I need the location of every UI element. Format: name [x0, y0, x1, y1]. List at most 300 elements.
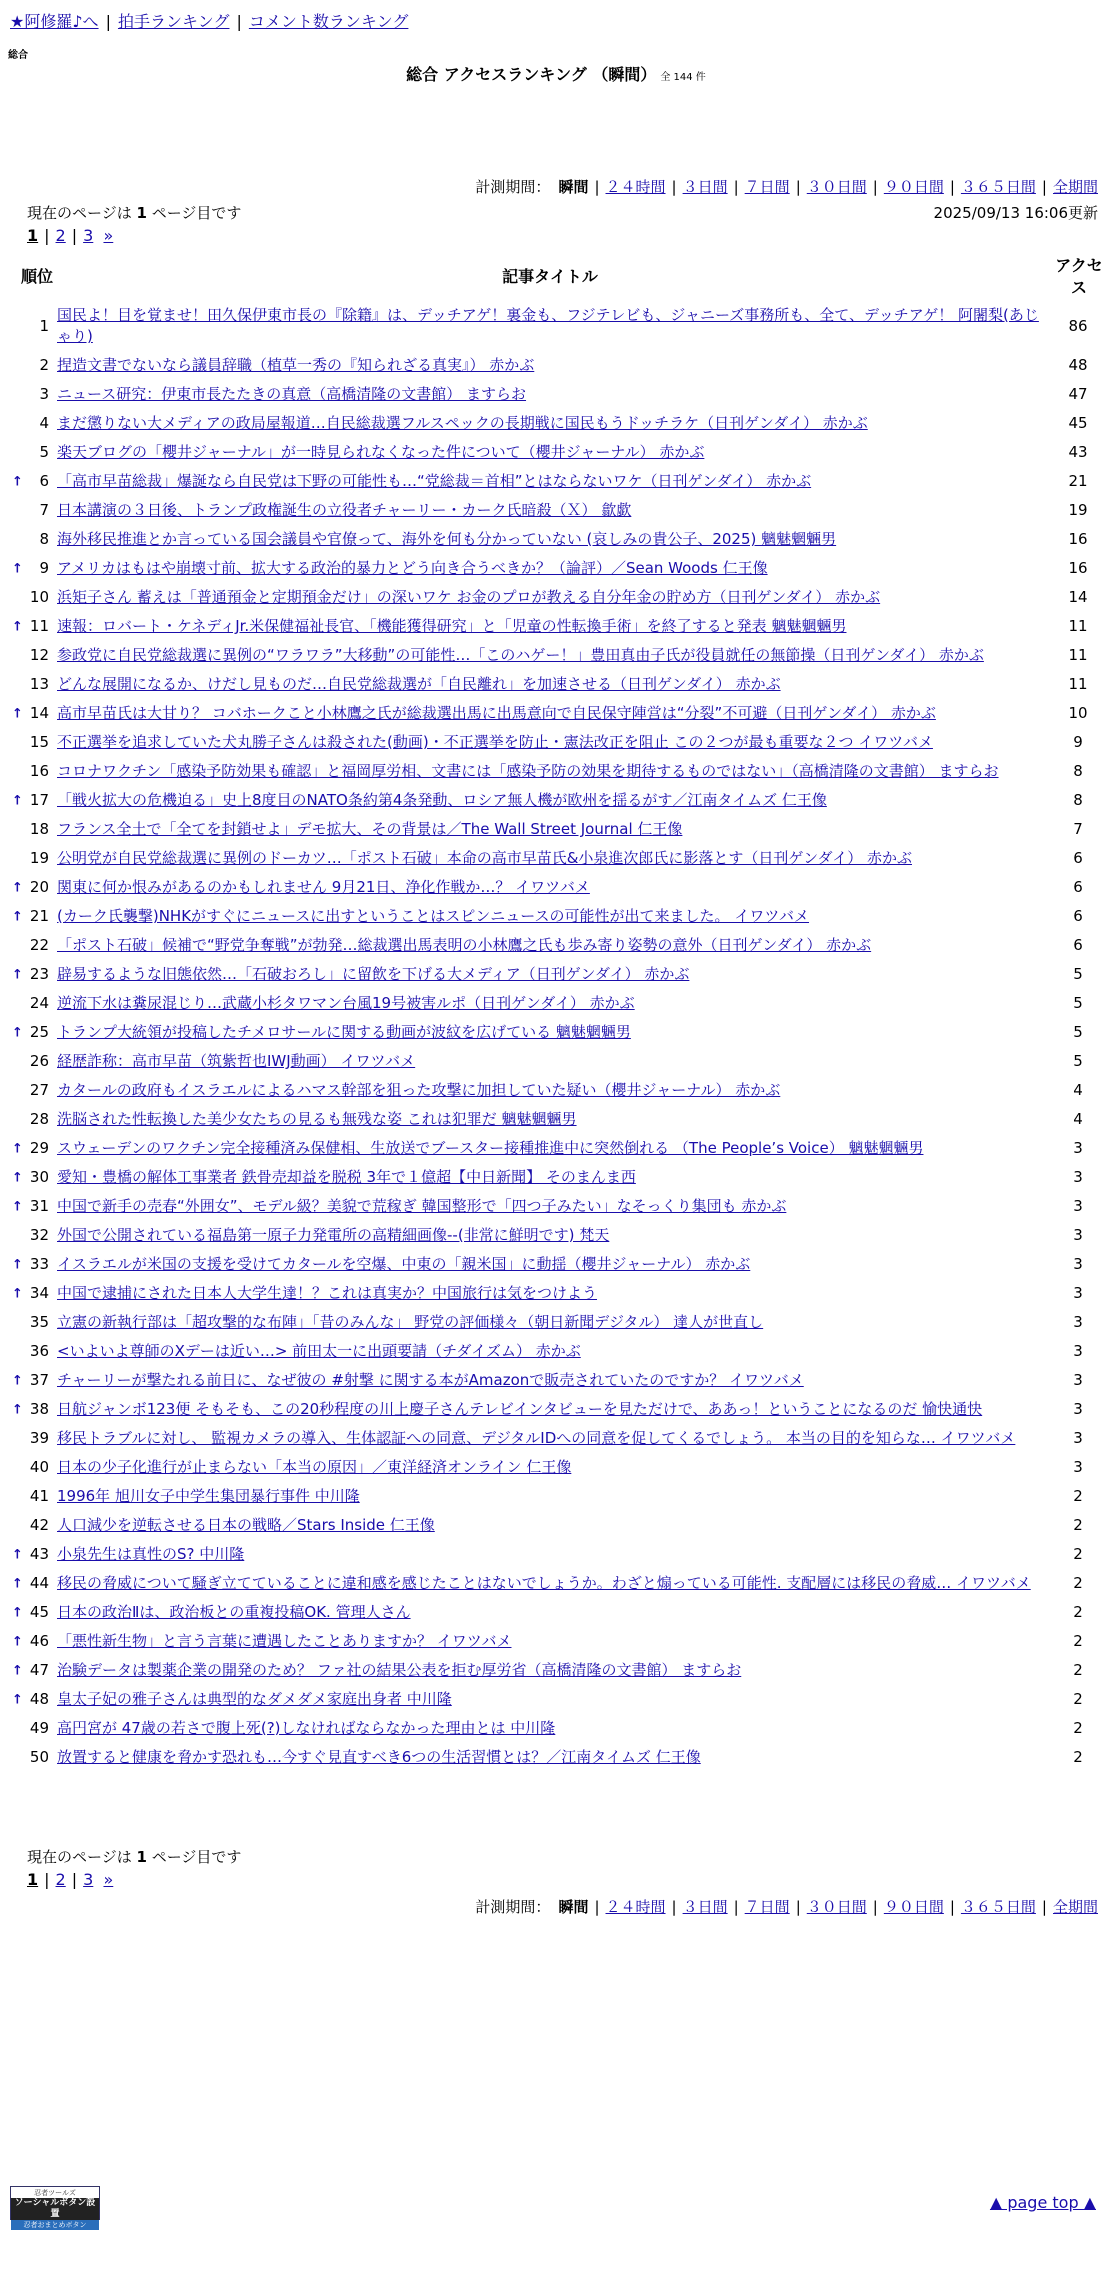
- article-link[interactable]: コロナワクチン「感染予防効果も確認」と福岡厚労相、文書には「感染予防の効果を期待するものではない」（高橋清隆の文書館） ますらお: [57, 762, 999, 780]
- period-option[interactable]: 全期間: [1052, 178, 1098, 196]
- title-header: 記事タイトル: [502, 267, 598, 286]
- access-count: 19: [1068, 501, 1088, 519]
- table-row: [19, 902, 1111, 931]
- title-cell: [55, 1482, 1045, 1511]
- rank-up-arrow-icon: ↑: [12, 967, 23, 982]
- rank-cell: [19, 1076, 55, 1105]
- rank-number: 46: [29, 1632, 49, 1650]
- article-link[interactable]: 1996年 旭川女子中学生集団暴行事件 中川隆: [57, 1487, 360, 1505]
- period-separator: |: [594, 178, 600, 196]
- article-link[interactable]: 日本講演の３日後、トランプ政権誕生の立役者チャーリー・カーク氏暗殺（Ｘ） 歙歔: [57, 501, 632, 519]
- access-count: 2: [1073, 1545, 1083, 1563]
- access-count: 5: [1073, 1023, 1083, 1041]
- article-link[interactable]: <いよいよ尊師のXデーは近い…> 前田太一に出頭要請（チダイズム） 赤かぶ: [57, 1342, 581, 1360]
- article-link[interactable]: カタールの政府もイスラエルによるハマス幹部を狙った攻撃に加担していた疑い（櫻井ジャーナル） 赤かぶ: [57, 1081, 781, 1099]
- rank-number: 20: [29, 878, 49, 896]
- access-count: 2: [1073, 1719, 1083, 1737]
- table-header-row: [19, 253, 1111, 301]
- article-link[interactable]: 捏造文書でないなら議員辞職（植草一秀の『知られざる真実』） 赤かぶ: [57, 356, 535, 374]
- rank-cell: [12, 1627, 55, 1656]
- title-cell: [55, 467, 1045, 496]
- category-label: 総合: [8, 50, 28, 61]
- table-row: [19, 1105, 1111, 1134]
- table-row: [19, 873, 1111, 902]
- article-link[interactable]: まだ懲りない大メディアの政局屋報道…自民総裁選フルスペックの長期戦に国民もうドッチラケ（日刊ゲンダイ） 赤かぶ: [57, 414, 868, 432]
- rank-number: 11: [29, 617, 49, 635]
- table-row: [19, 301, 1111, 351]
- rank-cell: [19, 1511, 55, 1540]
- period-option-active: 瞬間: [558, 1898, 589, 1916]
- title-cell: [55, 1076, 1045, 1105]
- table-row: [19, 1714, 1111, 1743]
- pager-separator: |: [71, 226, 78, 245]
- rank-cell: [19, 1482, 55, 1511]
- rank-up-arrow-icon: ↑: [12, 1663, 23, 1678]
- access-count: 16: [1068, 530, 1088, 548]
- rank-cell: [19, 931, 55, 960]
- page-info-suffix: ページ目です: [146, 204, 242, 222]
- title-cell: [55, 1714, 1045, 1743]
- rank-cell: [12, 1598, 55, 1627]
- period-separator: |: [671, 178, 677, 196]
- rank-cell: [12, 960, 55, 989]
- table-row: [19, 786, 1111, 815]
- rank-number: 49: [29, 1719, 49, 1737]
- period-option[interactable]: 全期間: [1052, 1898, 1098, 1916]
- table-row: [19, 1366, 1111, 1395]
- access-count: 47: [1068, 385, 1088, 403]
- pager-next[interactable]: »: [103, 226, 114, 245]
- rank-number: 36: [29, 1342, 49, 1360]
- access-count: 43: [1068, 443, 1088, 461]
- page-title-block: [0, 62, 1112, 85]
- article-link[interactable]: 速報：ロバート・ケネディJr.米保健福祉長官、「機能獲得研究」と「児童の性転換手術」を終了すると発表 魑魅魍魎男: [57, 617, 847, 635]
- page-info-number: 1: [136, 204, 147, 222]
- table-row: [19, 1018, 1111, 1047]
- article-link[interactable]: 愛知・豊橋の解体工事業者 鉄骨売却益を脱税 3年で１億超【中日新聞】 そのまんま西: [57, 1168, 636, 1186]
- table-row: [19, 612, 1111, 641]
- table-row: [19, 380, 1111, 409]
- badge-line-1: 忍者ツールズ: [34, 2189, 76, 2197]
- rank-cell: [19, 844, 55, 873]
- table-row: [19, 1076, 1111, 1105]
- rank-number: 14: [29, 704, 49, 722]
- rank-cell: [19, 989, 55, 1018]
- table-row: [19, 1221, 1111, 1250]
- rank-cell: [19, 583, 55, 612]
- access-count: 2: [1073, 1516, 1083, 1534]
- rank-number: 25: [29, 1023, 49, 1041]
- pager-next[interactable]: »: [103, 1870, 114, 1889]
- article-link[interactable]: 海外移民推進とか言っている国会議員や官僚って、海外を何も分かっていない (哀しみの貴公子、2025) 魑魅魍魎男: [57, 530, 837, 548]
- home-link[interactable]: ★阿修羅♪へ: [10, 12, 99, 31]
- rank-up-arrow-icon: ↑: [12, 1576, 23, 1591]
- access-count: 45: [1068, 414, 1088, 432]
- rank-cell: [12, 873, 55, 902]
- title-cell: [55, 438, 1045, 467]
- article-link[interactable]: 小泉先生は真性のS? 中川隆: [57, 1545, 245, 1563]
- title-cell: [55, 1163, 1045, 1192]
- title-cell: [55, 1221, 1045, 1250]
- access-count: 3: [1073, 1458, 1083, 1476]
- access-count: 3: [1073, 1342, 1083, 1360]
- table-row: [19, 1627, 1111, 1656]
- title-cell: [55, 873, 1045, 902]
- article-link[interactable]: チャーリーが撃たれる前日に、なぜ彼の #射撃 に関する本がAmazonで販売されていたのですか？ イワツバメ: [57, 1371, 804, 1389]
- rank-number: 26: [29, 1052, 49, 1070]
- access-count: 6: [1073, 936, 1083, 954]
- title-cell: [55, 1453, 1045, 1482]
- rank-number: 27: [29, 1081, 49, 1099]
- rank-number: 45: [29, 1603, 49, 1621]
- rank-cell: [12, 1395, 55, 1424]
- access-count: 4: [1073, 1110, 1083, 1128]
- pager-bottom: [27, 1870, 113, 1889]
- article-link[interactable]: 「高市早苗総裁」爆誕なら自民党は下野の可能性も…“党総裁＝首相”とはならないワケ（日刊ゲンダイ） 赤かぶ: [57, 472, 812, 490]
- access-count: 48: [1068, 356, 1088, 374]
- title-cell: [55, 525, 1045, 554]
- table-row: [19, 1047, 1111, 1076]
- period-option[interactable]: ７日間: [744, 1898, 790, 1916]
- article-link[interactable]: 日航ジャンボ123便 そもそも、この20秒程度の川上慶子さんテレビインタビューを見ただけで、ああっ！ということになるのだ 愉快通快: [57, 1400, 983, 1418]
- article-link[interactable]: 参政党に自民党総裁選に異例の“ワラワラ”大移動”の可能性…「このハゲー！」豊田真由子氏が役員就任の無節操（日刊ゲンダイ） 赤かぶ: [57, 646, 984, 664]
- rank-number: 34: [29, 1284, 49, 1302]
- rank-cell: [19, 1047, 55, 1076]
- period-option[interactable]: ３６５日間: [960, 1898, 1036, 1916]
- title-cell: [55, 815, 1045, 844]
- page-info-prefix: 現在のページは: [27, 1848, 137, 1866]
- title-cell: [55, 989, 1045, 1018]
- article-link[interactable]: アメリカはもはや崩壊寸前、拡大する政治的暴力とどう向き合うべきか？（論評）／Sean Woods 仁王像: [57, 559, 768, 577]
- rank-number: 30: [29, 1168, 49, 1186]
- article-link[interactable]: 関東に何か恨みがあるのかもしれません 9月21日、浄化作戦か…？ イワツバメ: [57, 878, 590, 896]
- pager-page-link[interactable]: 3: [83, 226, 94, 245]
- access-count: 3: [1073, 1168, 1083, 1186]
- updated-timestamp: 2025/09/13 16:06更新: [933, 204, 1098, 222]
- rank-cell: [19, 815, 55, 844]
- pager-separator: |: [44, 1870, 50, 1889]
- article-link[interactable]: 国民よ！目を覚ませ！田久保伊東市長の『除籍』は、デッチアゲ！裏金も、フジテレビも、ジャニーズ事務所も、全て、デッチアゲ！ 阿闍梨(あじゃり): [57, 306, 1039, 345]
- period-separator: |: [795, 178, 801, 196]
- rank-cell: [12, 612, 55, 641]
- access-count: 2: [1073, 1661, 1083, 1679]
- rank-number: 10: [29, 588, 49, 606]
- article-link[interactable]: 洗脳された性転換した美少女たちの見るも無残な姿 これは犯罪だ 魑魅魍魎男: [57, 1110, 577, 1128]
- title-cell: [55, 757, 1045, 786]
- table-row: [19, 1163, 1111, 1192]
- rank-number: 2: [39, 356, 49, 374]
- rank-cell: [12, 1685, 55, 1714]
- rank-cell: [19, 1308, 55, 1337]
- rank-number: 21: [29, 907, 49, 925]
- access-count: 3: [1073, 1371, 1083, 1389]
- access-count: 4: [1073, 1081, 1083, 1099]
- rank-cell: [19, 351, 55, 380]
- access-count: 6: [1073, 907, 1083, 925]
- rank-cell: [19, 380, 55, 409]
- title-cell: [55, 1134, 1045, 1163]
- access-count: 2: [1073, 1690, 1083, 1708]
- article-link[interactable]: ニュース研究：伊東市長たたきの真意（高橋清隆の文書館） ますらお: [57, 385, 527, 403]
- title-cell: [55, 1540, 1045, 1569]
- rank-cell: [12, 902, 55, 931]
- title-cell: [55, 1018, 1045, 1047]
- pager-separator: |: [71, 1870, 78, 1889]
- article-link[interactable]: 辟易するような旧態依然…「石破おろし」に留飲を下げる大メディア（日刊ゲンダイ） 赤かぶ: [57, 965, 690, 983]
- rank-cell: [12, 1366, 55, 1395]
- article-link[interactable]: 楽天ブログの「櫻井ジャーナル」が一時見られなくなった件について（櫻井ジャーナル） 赤かぶ: [57, 443, 705, 461]
- title-cell: [55, 902, 1045, 931]
- article-link[interactable]: 移民の脅威について騒ぎ立てていることに違和感を感じたことはないでしょうか。わざと煽っている可能性. 支配層には移民の脅威… イワツバメ: [57, 1574, 1031, 1592]
- rank-up-arrow-icon: ↑: [12, 706, 23, 721]
- access-count: 8: [1073, 791, 1083, 809]
- period-separator: |: [733, 178, 739, 196]
- access-count: 11: [1068, 675, 1088, 693]
- table-row: [19, 409, 1111, 438]
- rank-up-arrow-icon: ↑: [12, 1199, 23, 1214]
- table-row: [19, 1279, 1111, 1308]
- rank-number: 19: [29, 849, 49, 867]
- rank-number: 18: [29, 820, 49, 838]
- table-row: [19, 351, 1111, 380]
- access-count: 86: [1068, 316, 1088, 335]
- article-link[interactable]: 「戦火拡大の危機迫る」史上8度目のNATO条約第4条発動、ロシア無人機が欧州を揺るがす／江南タイムズ 仁王像: [57, 791, 827, 809]
- pager-top: [27, 226, 113, 245]
- table-row: [19, 1337, 1111, 1366]
- title-cell: [55, 1569, 1045, 1598]
- article-link[interactable]: 「ポスト石破」候補で“野党争奪戦”が勃発…総裁選出馬表明の小林鷹之氏も歩み寄り姿勢の意外（日刊ゲンダイ） 赤かぶ: [57, 936, 872, 954]
- title-cell: [55, 960, 1045, 989]
- article-link[interactable]: (カーク氏襲撃)NHKがすぐにニュースに出すということはスピンニュースの可能性が出て来ました。 イワツバメ: [57, 907, 810, 925]
- access-count: 6: [1073, 878, 1083, 896]
- clap-ranking-link[interactable]: 拍手ランキング: [117, 12, 230, 31]
- article-link[interactable]: 高市早苗氏は大甘り？ コバホークこと小林鷹之氏が総裁選出馬に出馬意向で自民保守陣営は“分裂”不可避（日刊ゲンダイ） 赤かぶ: [57, 704, 936, 722]
- page-title: 総合 アクセスランキング （瞬間）: [406, 65, 657, 84]
- table-row: [19, 844, 1111, 873]
- title-cell: [55, 409, 1045, 438]
- article-link[interactable]: フランス全土で「全てを封鎖せよ」デモ拡大、その背景は／The Wall Street Journal 仁王像: [57, 820, 683, 838]
- article-link[interactable]: トランプ大統領が投稿したチメロサールに関する動画が波紋を広げている 魑魅魍魎男: [57, 1023, 631, 1041]
- title-cell: [55, 1656, 1045, 1685]
- period-option[interactable]: ９０日間: [883, 1898, 944, 1916]
- rank-cell: [12, 1279, 55, 1308]
- access-count: 2: [1073, 1748, 1083, 1766]
- rank-number: 5: [39, 443, 49, 461]
- period-option[interactable]: ３０日間: [806, 178, 867, 196]
- rank-number: 40: [29, 1458, 49, 1476]
- table-row: [19, 757, 1111, 786]
- period-option[interactable]: ７日間: [744, 178, 790, 196]
- table-row: [19, 554, 1111, 583]
- rank-number: 39: [29, 1429, 49, 1447]
- article-link[interactable]: 浜矩子さん 蓄えは「普通預金と定期預金だけ」の深いワケ お金のプロが教える自分年金の貯め方（日刊ゲンダイ） 赤かぶ: [57, 588, 881, 606]
- period-separator: |: [671, 1898, 677, 1916]
- period-option[interactable]: ３日間: [682, 178, 728, 196]
- title-cell: [55, 1047, 1045, 1076]
- article-link[interactable]: 不正選挙を追求していた犬丸勝子さんは殺された(動画)・不正選挙を防止・憲法改正を阻止 この２つが最も重要な２つ イワツバメ: [57, 733, 933, 751]
- ranking-table: [12, 253, 1111, 1772]
- access-count: 2: [1073, 1603, 1083, 1621]
- access-count: 5: [1073, 965, 1083, 983]
- table-row: [19, 1395, 1111, 1424]
- title-cell: [55, 612, 1045, 641]
- article-link[interactable]: 日本の政治Ⅱは、政治板との重複投稿OK. 管理人さん: [57, 1603, 411, 1621]
- rank-number: 15: [29, 733, 49, 751]
- article-link[interactable]: 経歴詐称：高市早苗（筑紫哲也IWJ動画） イワツバメ: [57, 1052, 416, 1070]
- period-option[interactable]: ２４時間: [605, 178, 666, 196]
- access-count: 3: [1073, 1226, 1083, 1244]
- rank-number: 23: [29, 965, 49, 983]
- rank-number: 17: [29, 791, 49, 809]
- table-row: [19, 583, 1111, 612]
- rank-up-arrow-icon: ↑: [12, 474, 23, 489]
- page-info-prefix: 現在のページは: [27, 204, 137, 222]
- rank-number: 6: [39, 472, 49, 490]
- page-top-link[interactable]: ▲ page top ▲: [989, 2193, 1096, 2212]
- article-link[interactable]: スウェーデンのワクチン完全接種済み保健相、生放送でブースター接種推進中に突然倒れる （The People’s Voice） 魑魅魍魎男: [57, 1139, 924, 1157]
- table-row: [19, 1656, 1111, 1685]
- article-link[interactable]: どんな展開になるか、けだし見ものだ…自民党総裁選が「自民離れ」を加速させる（日刊ゲンダイ） 赤かぶ: [57, 675, 781, 693]
- rank-number: 24: [29, 994, 49, 1012]
- pager-page-link[interactable]: 2: [55, 226, 66, 245]
- page-info-number: 1: [136, 1848, 147, 1866]
- table-row: [19, 1569, 1111, 1598]
- rank-header: 順位: [20, 267, 53, 286]
- rank-cell: [19, 1221, 55, 1250]
- table-row: [19, 496, 1111, 525]
- rank-up-arrow-icon: ↑: [12, 1025, 23, 1040]
- title-cell: [55, 1598, 1045, 1627]
- pager-separator: |: [44, 226, 50, 245]
- rank-up-arrow-icon: ↑: [12, 1692, 23, 1707]
- access-count: 8: [1073, 762, 1083, 780]
- badge-line-2: ソーシャルボタン設置: [11, 2198, 99, 2220]
- rank-cell: [12, 1250, 55, 1279]
- table-row: [19, 670, 1111, 699]
- rank-number: 22: [29, 936, 49, 954]
- title-cell: [55, 351, 1045, 380]
- period-separator: |: [1041, 178, 1047, 196]
- table-row: [19, 815, 1111, 844]
- title-cell: [55, 1279, 1045, 1308]
- access-count: 3: [1073, 1313, 1083, 1331]
- article-link[interactable]: 中国で新手の売春“外囲女”、モデル級？美貌で荒稼ぎ 韓国整形で「四つ子みたい」なそっくり集団も 赤かぶ: [57, 1197, 787, 1215]
- rank-cell: [19, 1453, 55, 1482]
- pager-page-link[interactable]: 2: [55, 1870, 66, 1889]
- rank-number: 48: [29, 1690, 49, 1708]
- article-link[interactable]: 公明党が自民党総裁選に異例のドーカツ…「ポスト石破」本命の高市早苗氏&小泉進次郎氏に影落とす（日刊ゲンダイ） 赤かぶ: [57, 849, 912, 867]
- period-selector-bottom: [475, 1896, 1098, 1917]
- access-count: 11: [1068, 646, 1088, 664]
- nav-separator: |: [105, 12, 111, 31]
- rank-cell: [12, 1018, 55, 1047]
- period-option[interactable]: ３日間: [682, 1898, 728, 1916]
- rank-up-arrow-icon: ↑: [12, 909, 23, 924]
- table-row: [19, 438, 1111, 467]
- rank-up-arrow-icon: ↑: [12, 1286, 23, 1301]
- title-cell: [55, 380, 1045, 409]
- rank-cell: [19, 670, 55, 699]
- title-cell: [55, 1395, 1045, 1424]
- comment-ranking-link[interactable]: コメント数ランキング: [248, 12, 409, 31]
- table-row: [19, 960, 1111, 989]
- title-cell: [55, 1250, 1045, 1279]
- article-link[interactable]: 移民トラブルに対し、 監視カメラの導入、生体認証への同意、デジタルIDへの同意を促してくるでしょう。 本当の目的を知らな… イワツバメ: [57, 1429, 1016, 1447]
- rank-number: 47: [29, 1661, 49, 1679]
- title-cell: [55, 670, 1045, 699]
- rank-number: 16: [29, 762, 49, 780]
- period-option[interactable]: ９０日間: [883, 178, 944, 196]
- title-cell: [55, 641, 1045, 670]
- title-cell: [55, 1743, 1045, 1772]
- rank-cell: [19, 1337, 55, 1366]
- article-link[interactable]: 逆流下水は糞尿混じり…武蔵小杉タワマン台風19号被害ルポ（日刊ゲンダイ） 赤かぶ: [57, 994, 635, 1012]
- article-link[interactable]: 「悪性新生物」と言う言葉に遭遇したことありますか？ イワツバメ: [57, 1632, 512, 1650]
- article-link[interactable]: 外国で公開されている福島第一原子力発電所の高精細画像--(非常に鮮明です) 梵天: [57, 1226, 610, 1244]
- table-row: [19, 1424, 1111, 1453]
- top-navigation: [10, 11, 408, 33]
- title-cell: [55, 786, 1045, 815]
- page-info-top: [27, 202, 241, 223]
- access-count: 6: [1073, 849, 1083, 867]
- rank-number: 31: [29, 1197, 49, 1215]
- table-row: [19, 1540, 1111, 1569]
- title-cell: [55, 554, 1045, 583]
- title-cell: [55, 844, 1045, 873]
- rank-cell: [19, 641, 55, 670]
- rank-number: 12: [29, 646, 49, 664]
- badge-line-3: 忍者おまとめボタン: [11, 2220, 99, 2230]
- title-cell: [55, 1337, 1045, 1366]
- period-separator: |: [795, 1898, 801, 1916]
- article-link[interactable]: イスラエルが米国の支援を受けてカタールを空爆、中東の「親米国」に動揺（櫻井ジャーナル） 赤かぶ: [57, 1255, 751, 1273]
- rank-cell: [12, 1192, 55, 1221]
- article-link[interactable]: 日本の少子化進行が止まらない「本当の原因」／東洋経済オンライン 仁王像: [57, 1458, 572, 1476]
- article-link[interactable]: 中国で逮捕にされた日本人大学生達！？これは真実か？中国旅行は気をつけよう: [57, 1284, 598, 1302]
- rank-cell: [19, 301, 55, 351]
- rank-up-arrow-icon: ↑: [12, 1605, 23, 1620]
- table-row: [19, 641, 1111, 670]
- rank-number: 8: [39, 530, 49, 548]
- article-link[interactable]: 立憲の新執行部は「超攻撃的な布陣」「昔のみんな」 野党の評価様々（朝日新聞デジタル） 達人が世直し: [57, 1313, 764, 1331]
- rank-up-arrow-icon: ↑: [12, 1141, 23, 1156]
- title-cell: [55, 1511, 1045, 1540]
- article-link[interactable]: 放置すると健康を脅かす恐れも…今すぐ見直すべき6つの生活習慣とは？／江南タイムズ 仁王像: [57, 1748, 701, 1766]
- title-cell: [55, 1424, 1045, 1453]
- rank-number: 33: [29, 1255, 49, 1273]
- access-count: 5: [1073, 1052, 1083, 1070]
- article-link[interactable]: 高円宮が 47歳の若さで腹上死(?)しなければならなかった理由とは 中川隆: [57, 1719, 556, 1737]
- total-count: 全 144 件: [660, 72, 706, 83]
- access-count: 14: [1068, 588, 1088, 606]
- rank-number: 3: [39, 385, 49, 403]
- count-header: アクセス: [1055, 256, 1103, 297]
- access-count: 3: [1073, 1197, 1083, 1215]
- period-option[interactable]: ３０日間: [806, 1898, 867, 1916]
- article-link[interactable]: 治験データは製薬企業の開発のため？ ファ社の結果公表を拒む厚労省（高橋清隆の文書館） ますらお: [57, 1661, 742, 1679]
- period-option[interactable]: ２４時間: [605, 1898, 666, 1916]
- social-button-badge[interactable]: [10, 2186, 100, 2229]
- period-separator: |: [949, 1898, 955, 1916]
- article-link[interactable]: 人口減少を逆転させる日本の戦略／Stars Inside 仁王像: [57, 1516, 435, 1534]
- period-option[interactable]: ３６５日間: [960, 178, 1036, 196]
- article-link[interactable]: 皇太子妃の雅子さんは典型的なダメダメ家庭出身者 中川隆: [57, 1690, 452, 1708]
- rank-number: 9: [39, 559, 49, 577]
- rank-up-arrow-icon: ↑: [12, 793, 23, 808]
- access-count: 9: [1073, 733, 1083, 751]
- pager-page-link[interactable]: 3: [83, 1870, 94, 1889]
- rank-number: 29: [29, 1139, 49, 1157]
